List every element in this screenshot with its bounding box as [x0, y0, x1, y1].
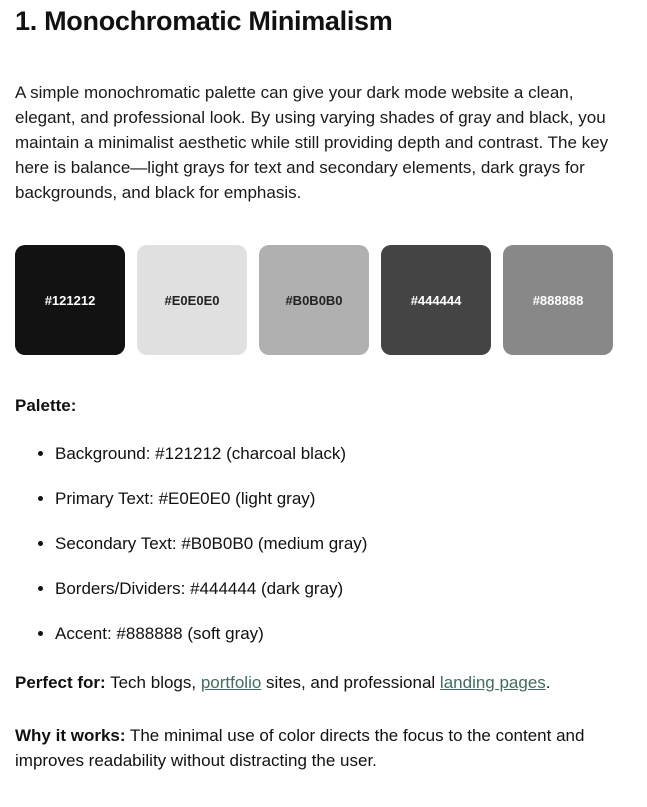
palette-list-item: • Background: #121212 (charcoal black)	[55, 443, 632, 465]
portfolio-link[interactable]: portfolio	[200, 673, 262, 692]
landing-pages-link[interactable]: landing pages	[439, 673, 546, 692]
swatch-label: #888888	[532, 292, 584, 308]
palette-list-item: • Borders/Dividers: #444444 (dark gray)	[55, 578, 632, 600]
palette-list-item: • Accent: #888888 (soft gray)	[55, 623, 632, 645]
perfect-for-label: Perfect for:	[15, 673, 106, 692]
perfect-for-text: Tech blogs,	[105, 673, 201, 692]
why-it-works-paragraph	[15, 723, 632, 773]
perfect-for-paragraph	[15, 670, 632, 695]
palette-label: Palette:	[15, 396, 77, 415]
swatch-label: #121212	[44, 292, 96, 308]
color-swatch	[381, 245, 491, 355]
perfect-for-text: sites, and professional	[261, 673, 440, 692]
intro-paragraph: A simple monochromatic palette can give your dark mode website a clean, elegant, and professional look. By using varying shades of gray and black, you maintain a minimalist aesthetic while still providing depth and contrast. The key here is balance—light grays for text and secondary elements, dark grays for backgrounds, and black for emphasis.	[15, 83, 609, 202]
color-swatch	[15, 245, 125, 355]
color-swatch	[259, 245, 369, 355]
perfect-for-text: .	[545, 673, 551, 692]
palette-list-item: • Secondary Text: #B0B0B0 (medium gray)	[55, 533, 632, 555]
color-swatch	[503, 245, 613, 355]
color-swatch	[137, 245, 247, 355]
palette-list-item: • Primary Text: #E0E0E0 (light gray)	[55, 488, 632, 510]
color-swatches	[15, 245, 632, 355]
palette-list	[15, 443, 632, 645]
why-it-works-label: Why it works:	[15, 726, 126, 745]
swatch-label: #E0E0E0	[164, 292, 220, 308]
swatch-label: #B0B0B0	[285, 292, 343, 308]
why-it-works-text: The minimal use of color directs the focus to the content and improves readability without distracting the user.	[15, 726, 585, 770]
section-heading: 1. Monochromatic Minimalism	[15, 6, 393, 36]
swatch-label: #444444	[410, 292, 462, 308]
